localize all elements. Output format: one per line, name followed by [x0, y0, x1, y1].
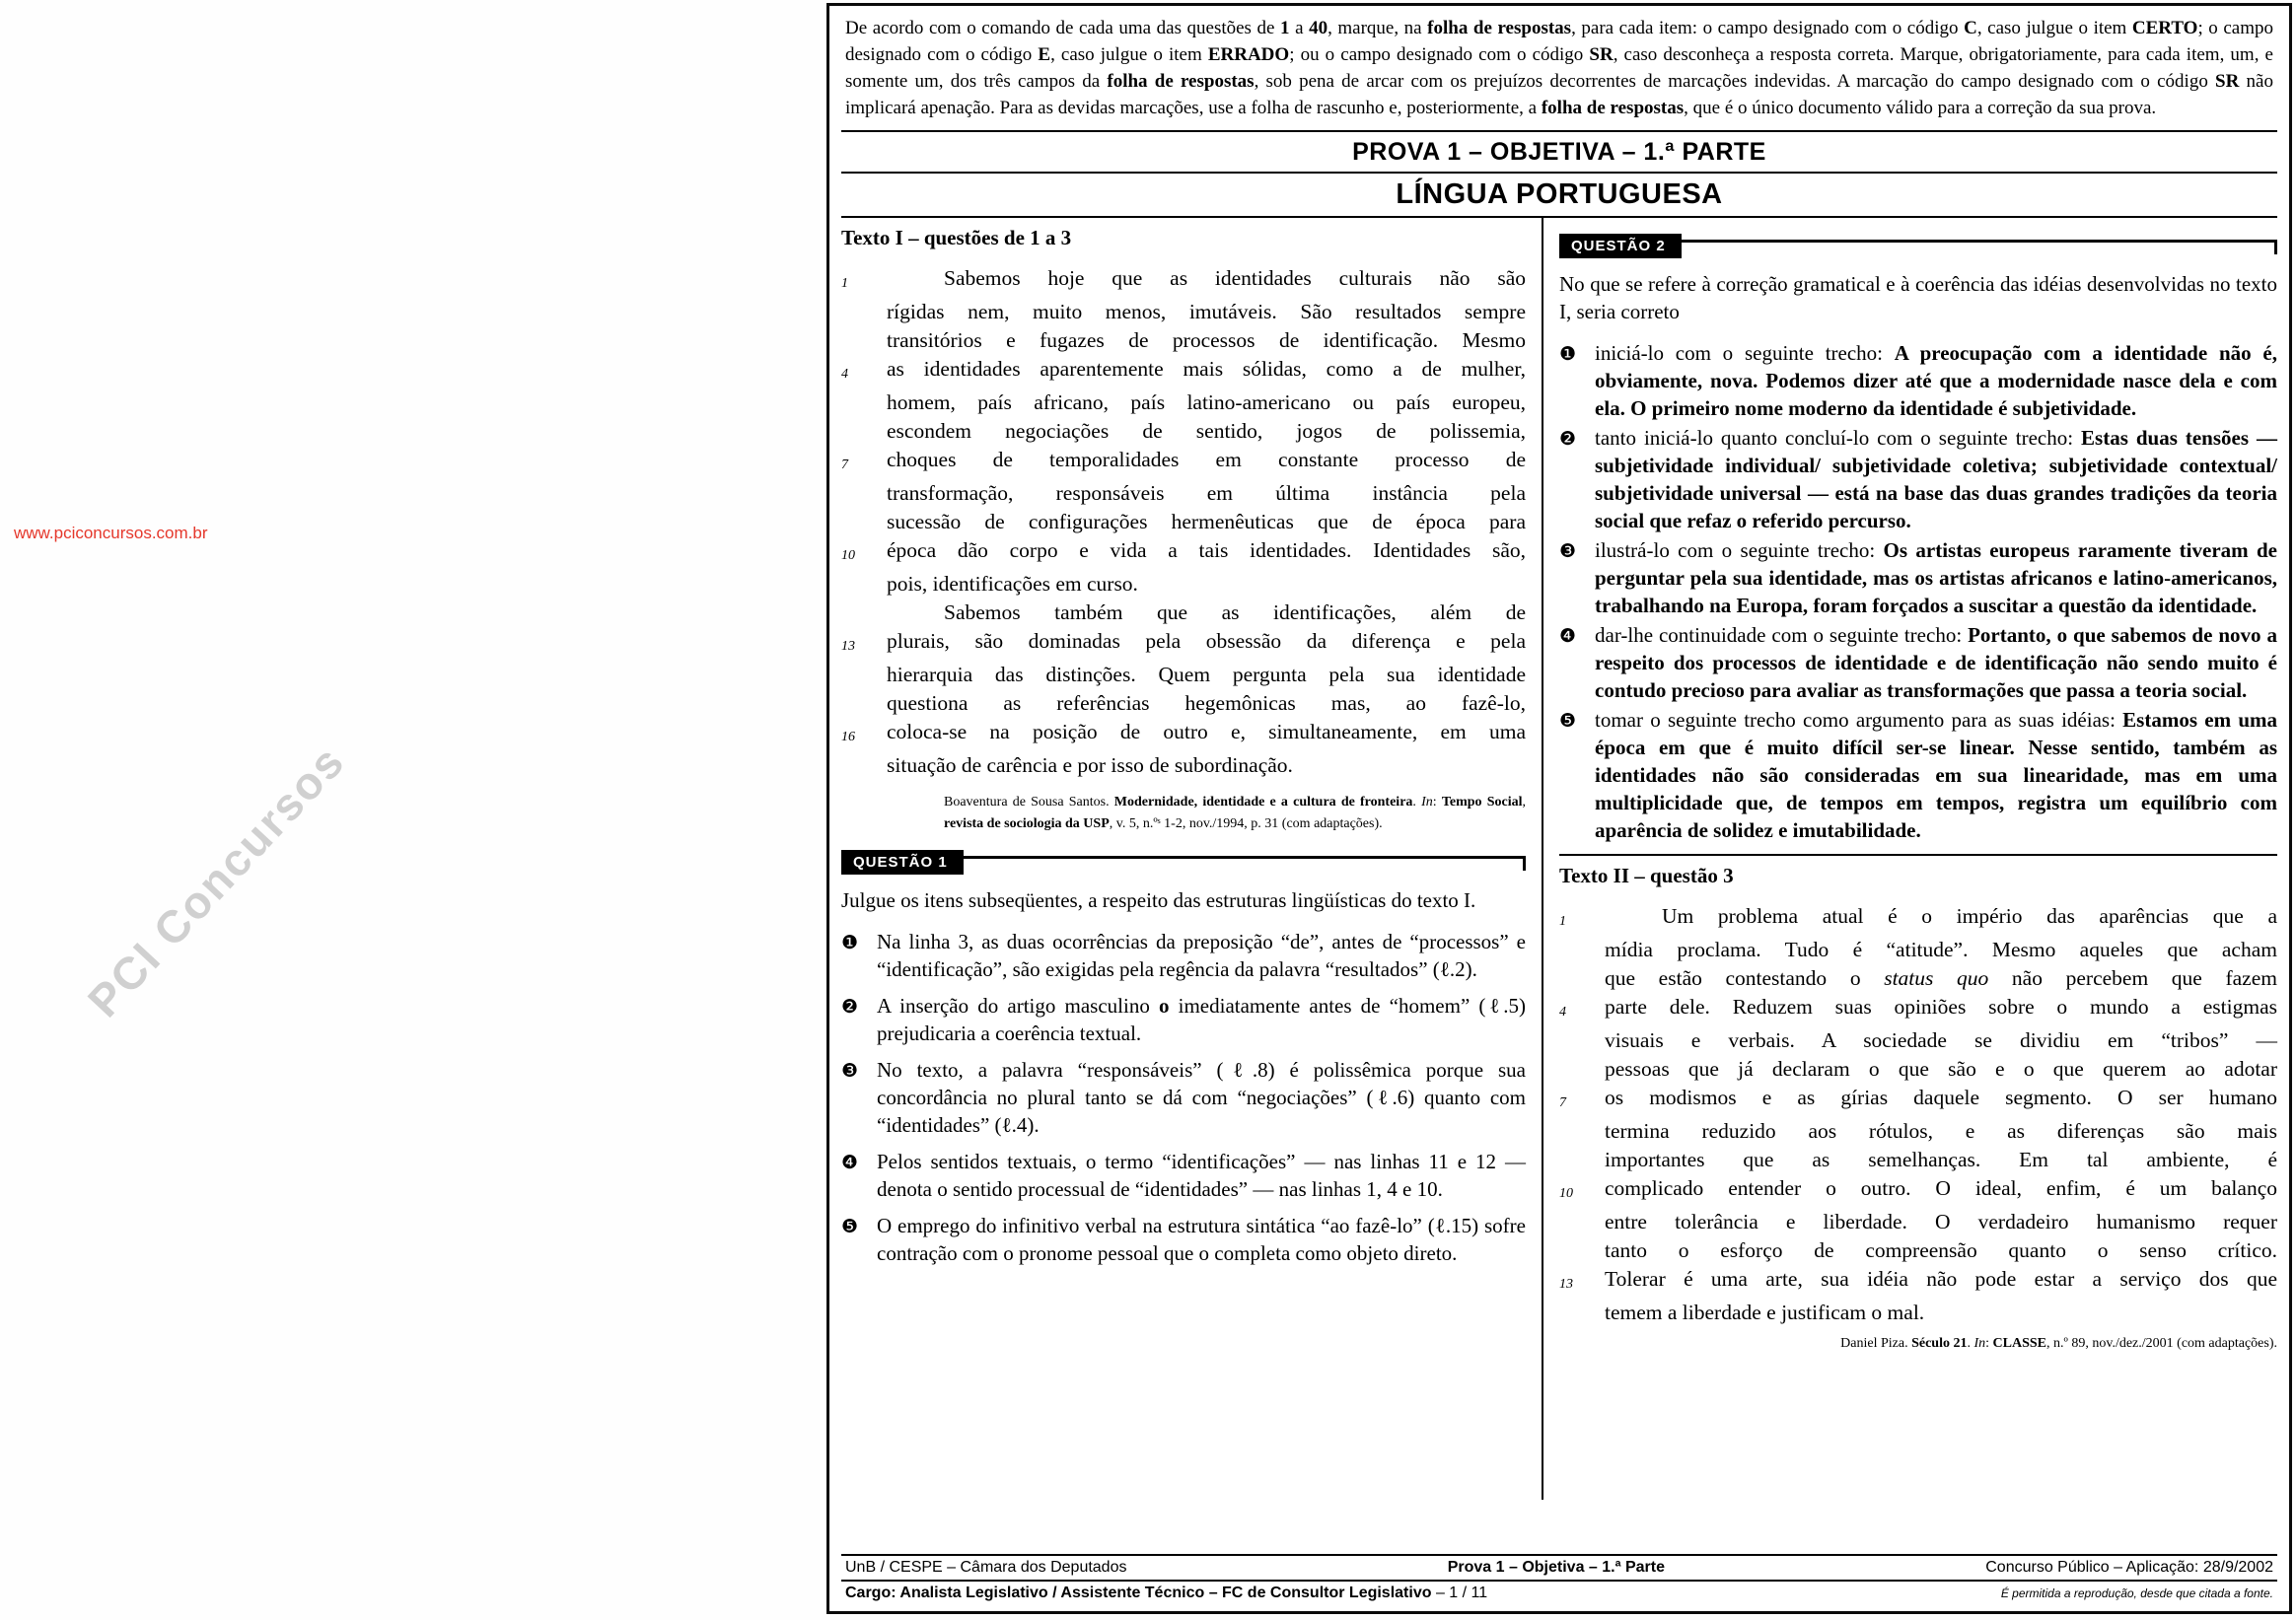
item-number-badge: ❸ — [841, 1060, 859, 1083]
line-number — [1559, 1117, 1605, 1146]
item-number-badge: ❹ — [1559, 624, 1577, 647]
line-number — [1559, 1299, 1605, 1327]
line-text: transitórios e fugazes de processos de identificação. Mesmo — [887, 327, 1526, 352]
text-line — [841, 661, 1526, 689]
questao1-items — [841, 928, 1526, 1267]
line-text: choques de temporalidades em constante processo de — [887, 447, 1526, 471]
line-text: rígidas nem, muito menos, imutáveis. São resultados sempre — [887, 299, 1526, 323]
line-text: situação de carência e por isso de subordinação. — [887, 752, 1293, 777]
text-line — [841, 689, 1526, 718]
line-text: Tolerar é uma arte, sua idéia não pode estar a serviço dos que — [1605, 1266, 2277, 1291]
line-number — [841, 661, 887, 689]
line-number: 7 — [841, 457, 848, 472]
footer-institution: UnB / CESPE – Câmara dos Deputados — [845, 1559, 1127, 1576]
questao2-label: QUESTÃO 2 — [1559, 234, 1682, 258]
texto2-citation: Daniel Piza. Século 21. In: CLASSE, n.º 89, nov./dez./2001 (com adaptações). — [1840, 1335, 2277, 1351]
line-number: 7 — [1559, 1094, 1566, 1110]
line-number — [1559, 1208, 1605, 1236]
line-number — [841, 388, 887, 417]
line-text: Sabemos hoje que as identidades culturais não são — [944, 265, 1526, 290]
watermark-url: www.pciconcursos.com.br — [14, 524, 208, 542]
questao1-intro: Julgue os itens subseqüentes, a respeito das estruturas lingüísticas do texto I. — [841, 888, 1476, 913]
text-line — [1559, 936, 2277, 964]
text-line — [1559, 1146, 2277, 1174]
line-number: 10 — [1559, 1185, 1573, 1201]
questao2-items — [1559, 339, 2277, 844]
text-line — [1559, 1055, 2277, 1084]
line-text: pois, identificações em curso. — [887, 571, 1138, 596]
line-number: 4 — [841, 366, 848, 382]
line-number — [841, 570, 887, 599]
line-text: sucessão de configurações hermenêuticas que de época para — [887, 509, 1526, 533]
text-line — [1559, 1117, 2277, 1146]
footer-row-1 — [841, 1554, 2277, 1582]
questao1-header — [841, 850, 1526, 875]
question-item — [841, 992, 1526, 1047]
text-line — [841, 570, 1526, 599]
line-number: 4 — [1559, 1004, 1566, 1020]
text-line — [841, 479, 1526, 508]
line-number: 13 — [1559, 1276, 1573, 1292]
item-text: Na linha 3, as duas ocorrências da preposição “de”, antes de “processos” e “identificação”, são exigidas pela regência da palavra “resultados” (ℓ.2). — [877, 930, 1526, 982]
line-text: as identidades aparentemente mais sólidas, como a de mulher, — [887, 356, 1526, 381]
line-number: 13 — [841, 638, 855, 654]
text-line — [1559, 1236, 2277, 1265]
item-number-badge: ❶ — [1559, 342, 1577, 365]
question-item — [1559, 339, 2277, 422]
questao1-label: QUESTÃO 1 — [841, 850, 964, 875]
line-text: escondem negociações de sentido, jogos de polissemia, — [887, 418, 1526, 443]
item-text: No texto, a palavra “responsáveis” (ℓ.8) é polissêmica porque sua concordância no plural tanto se dá com “negociações” (ℓ.6) quanto com “identidades” (ℓ.4). — [877, 1058, 1526, 1138]
line-text: Sabemos também que as identificações, além de — [944, 599, 1526, 624]
footer-reproduction-note: É permitida a reprodução, desde que citada a fonte. — [2000, 1586, 2273, 1600]
item-number-badge: ❶ — [841, 932, 859, 954]
text-line — [841, 326, 1526, 355]
item-number-badge: ❷ — [1559, 427, 1577, 450]
item-text: tomar o seguinte trecho como argumento para as suas idéias: Estamos em uma época em que é muito difícil ser-se linear. Nesse sentido, também as identidades não são consideradas em sua linearidade, mas em uma multiplicidade que, de tempos em tempos, registra um equilíbrio com aparência de solidez e imutabilidade. — [1595, 707, 2277, 842]
question-item — [841, 928, 1526, 983]
left-column — [841, 218, 1543, 1500]
text-line — [1559, 993, 2277, 1026]
text-line — [841, 417, 1526, 446]
line-number — [1559, 964, 1605, 993]
footer-cargo: Cargo: Analista Legislativo / Assistente Técnico – FC de Consultor Legislativo – 1 / 11 — [845, 1585, 1488, 1601]
line-number — [841, 326, 887, 355]
line-number: 16 — [841, 729, 855, 744]
text-line — [1559, 1174, 2277, 1208]
question-item — [1559, 424, 2277, 534]
questao2-header — [1559, 234, 2277, 258]
text-line — [841, 264, 1526, 298]
text-line — [1559, 1208, 2277, 1236]
line-text: coloca-se na posição de outro e, simultaneamente, em uma — [887, 719, 1526, 743]
text-line — [841, 627, 1526, 661]
line-text: época dão corpo e vida a tais identidades. Identidades são, — [887, 537, 1526, 562]
right-column — [1543, 218, 2277, 1500]
line-text: tanto o esforço de compreensão quanto o senso crítico. — [1605, 1237, 2277, 1262]
item-text: O emprego do infinitivo verbal na estrutura sintática “ao fazê-lo” (ℓ.15) sofre contração com o pronome pessoal que o completa como objeto direto. — [877, 1214, 1526, 1266]
line-text: complicado entender o outro. O ideal, enfim, é um balanço — [1605, 1175, 2277, 1200]
question-item — [841, 1212, 1526, 1267]
line-number — [841, 479, 887, 508]
two-column-layout — [841, 218, 2277, 1500]
line-text: os modismos e as gírias daquele segmento. O ser humano — [1605, 1085, 2277, 1109]
item-number-badge: ❷ — [841, 996, 859, 1019]
line-text: pessoas que já declaram o que são e o que querem ao adotar — [1605, 1056, 2277, 1081]
line-number — [841, 689, 887, 718]
item-text: tanto iniciá-lo quanto concluí-lo com o seguinte trecho: Estas duas tensões — subjetividade individual/ subjetividade coletiva; subjetividade contextual/ subjetividade universal — está na base das duas grandes tradições da teoria social que refaz o referido percurso. — [1595, 425, 2277, 532]
question-item — [841, 1148, 1526, 1203]
watermark-diagonal: PCI Concursos — [77, 735, 355, 1027]
item-number-badge: ❹ — [841, 1152, 859, 1174]
line-text: questiona as referências hegemônicas mas, ao fazê-lo, — [887, 690, 1526, 715]
texto2-body — [1559, 902, 2277, 1327]
text-line — [1559, 964, 2277, 993]
line-text: hierarquia das distinções. Quem pergunta pela sua identidade — [887, 662, 1526, 686]
line-text: transformação, responsáveis em última instância pela — [887, 480, 1526, 505]
text-line — [841, 536, 1526, 570]
line-number — [841, 417, 887, 446]
text-line — [1559, 1026, 2277, 1055]
text-line — [841, 446, 1526, 479]
text-line — [841, 298, 1526, 326]
line-text: termina reduzido aos rótulos, e as diferenças são mais — [1605, 1118, 2277, 1143]
item-text: dar-lhe continuidade com o seguinte trecho: Portanto, o que sabemos de novo a respeito dos processos de identidade e de identificação não sendo muito é contudo precioso para avaliar as transformações que passa a teoria social. — [1595, 622, 2277, 702]
line-number — [841, 298, 887, 326]
texto1-body — [841, 264, 1526, 780]
text-line — [841, 355, 1526, 388]
questao2-intro: No que se refere à correção gramatical e à coerência das idéias desenvolvidas no texto I, seria correto — [1559, 271, 2277, 323]
line-number — [841, 599, 887, 627]
questao2-header-line — [1682, 240, 2277, 243]
item-number-badge: ❸ — [1559, 539, 1577, 562]
subject-title: LÍNGUA PORTUGUESA — [1396, 177, 1723, 210]
line-number — [1559, 1026, 1605, 1055]
item-text: ilustrá-lo com o seguinte trecho: Os artistas europeus raramente tiveram de perguntar pela sua identidade, mas os artistas africanos e latino-americanos, trabalhando na Europa, foram forçados a suscitar a questão da identidade. — [1595, 537, 2277, 617]
line-text: entre tolerância e liberdade. O verdadeiro humanismo requer — [1605, 1209, 2277, 1233]
line-text: plurais, são dominadas pela obsessão da diferença e pela — [887, 628, 1526, 653]
item-text: A inserção do artigo masculino o imediatamente antes de “homem” (ℓ.5) prejudicaria a coerência textual. — [877, 994, 1526, 1046]
item-number-badge: ❺ — [841, 1216, 859, 1238]
page-footer — [841, 1554, 2277, 1605]
line-text: visuais e verbais. A sociedade se dividiu em “tribos” — — [1605, 1027, 2277, 1052]
text-line — [1559, 902, 2277, 936]
line-number: 1 — [841, 275, 848, 291]
item-text: Pelos sentidos textuais, o termo “identificações” — nas linhas 11 e 12 — denota o sentido processual de “identidades” — nas linhas 1, 4 e 10. — [877, 1150, 1526, 1202]
line-text: parte dele. Reduzem suas opiniões sobre o mundo a estigmas — [1605, 994, 2277, 1019]
line-number: 10 — [841, 547, 855, 563]
footer-row-2 — [841, 1582, 2277, 1605]
question-item — [841, 1056, 1526, 1139]
texto1-citation: Boaventura de Sousa Santos. Modernidade, identidade e a cultura de fronteira. In: Tempo Social, revista de sociologia da USP, v. 5, n.ºˢ 1-2, nov./1994, p. 31 (com adaptações). — [944, 794, 1527, 831]
footer-application-date: Concurso Público – Aplicação: 28/9/2002 — [1985, 1559, 2273, 1576]
text-line — [841, 751, 1526, 780]
texto2-title: Texto II – questão 3 — [1559, 854, 2277, 888]
line-number — [1559, 936, 1605, 964]
instructions-paragraph: De acordo com o comando de cada uma das questões de 1 a 40, marque, na folha de respostas, para cada item: o campo designado com o código C, caso julgue o item CERTO; o campo designado com o código E, caso julgue o item ERRADO; ou o campo designado com o código SR, caso desconheça a resposta correta. Marque, obrigatoriamente, para cada item, um, e somente um, dos três campos da folha de respostas, sob pena de arcar com os prejuízos decorrentes de marcações indevidas. A marcação do campo designado com o código SR não implicará apenação. Para as devidas marcações, use a folha de rascunho e, posteriormente, a folha de respostas, que é o único documento válido para a correção da sua prova. — [845, 18, 2274, 118]
questao1-header-line — [964, 856, 1526, 859]
line-number: 1 — [1559, 913, 1566, 929]
question-item — [1559, 536, 2277, 619]
text-line — [841, 718, 1526, 751]
line-number — [841, 508, 887, 536]
line-text: Um problema atual é o império das aparências que a — [1662, 903, 2277, 928]
text-line — [841, 508, 1526, 536]
line-text: que estão contestando o status quo não percebem que fazem — [1605, 965, 2277, 990]
line-text: homem, país africano, país latino-americano ou país europeu, — [887, 389, 1526, 414]
line-number — [1559, 1055, 1605, 1084]
text-line — [841, 599, 1526, 627]
line-number — [1559, 1236, 1605, 1265]
item-text: iniciá-lo com o seguinte trecho: A preocupação com a identidade não é, obviamente, nova. Podemos dizer até que a modernidade nasce dela e com ela. O primeiro nome moderno da identidade é subjetividade. — [1595, 340, 2277, 420]
exam-part-title: PROVA 1 – OBJETIVA – 1.ª PARTE — [1352, 137, 1766, 166]
line-text: mídia proclama. Tudo é “atitude”. Mesmo aqueles que acham — [1605, 937, 2277, 961]
question-item — [1559, 621, 2277, 704]
text-line — [1559, 1299, 2277, 1327]
exam-page — [826, 3, 2292, 1614]
question-item — [1559, 706, 2277, 844]
line-number — [841, 751, 887, 780]
item-number-badge: ❺ — [1559, 709, 1577, 732]
line-number — [1559, 1146, 1605, 1174]
text-line — [1559, 1084, 2277, 1117]
text-line — [841, 388, 1526, 417]
footer-prova-title: Prova 1 – Objetiva – 1.ª Parte — [1447, 1559, 1665, 1576]
line-text: temem a liberdade e justificam o mal. — [1605, 1300, 1925, 1324]
text-line — [1559, 1265, 2277, 1299]
line-text: importantes que as semelhanças. Em tal ambiente, é — [1605, 1147, 2277, 1171]
texto1-title: Texto I – questões de 1 a 3 — [841, 225, 1072, 249]
